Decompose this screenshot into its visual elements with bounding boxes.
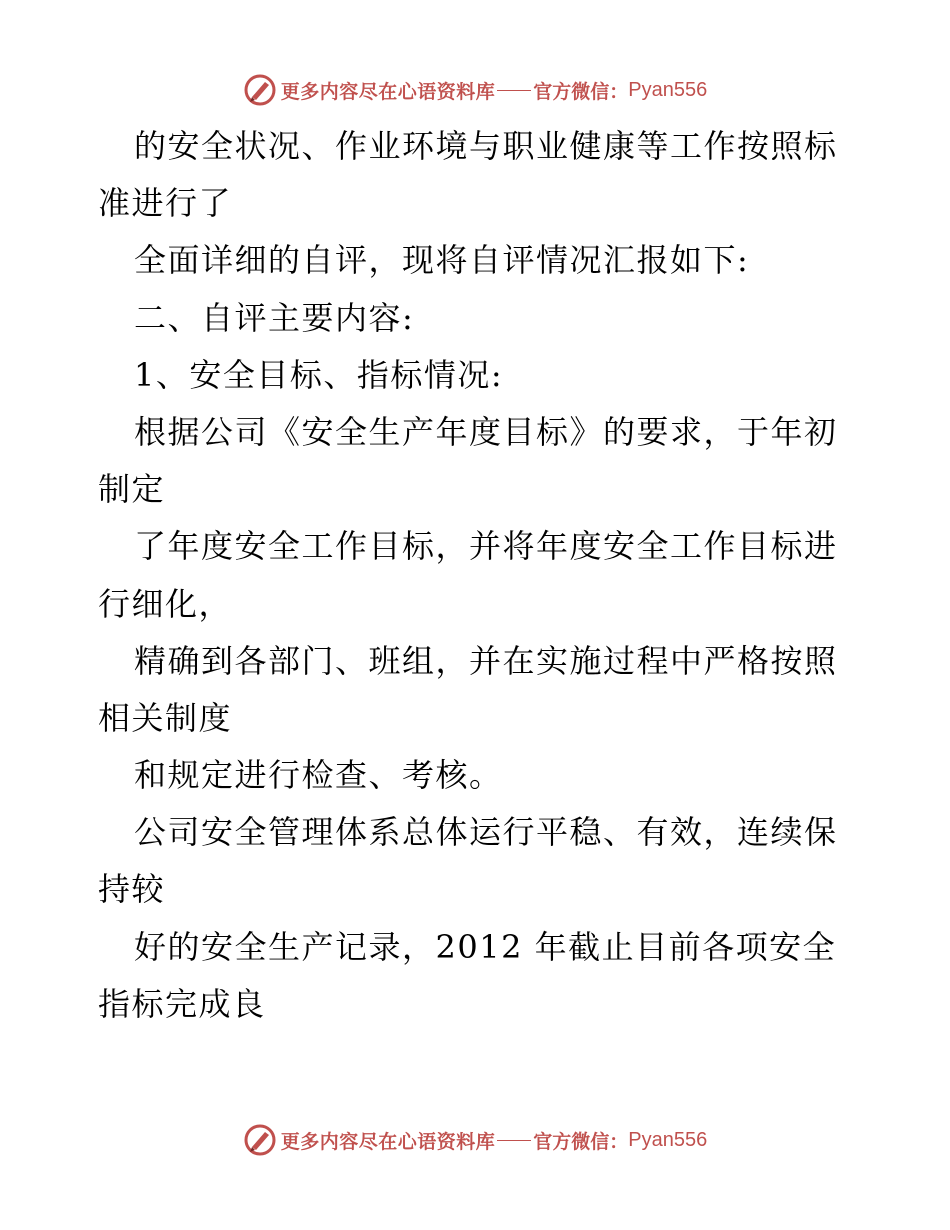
- footer-wechat-id: Pyan556: [628, 1128, 708, 1151]
- text-line: 1、安全目标、指标情况:: [134, 355, 504, 394]
- pen-logo-icon: [243, 73, 277, 107]
- header-dash: [497, 90, 531, 91]
- text-line: 持较: [98, 870, 166, 909]
- pen-logo-icon: [243, 1123, 277, 1157]
- header-wechat-id: Pyan556: [628, 78, 708, 101]
- text-line: 的安全状况、作业环境与职业健康等工作按照标: [134, 127, 838, 165]
- header-site-text: 更多内容尽在心语资料库: [280, 80, 496, 103]
- text-line: 精确到各部门、班组，并在实施过程中严格按照: [134, 641, 838, 680]
- text-line: 根据公司《安全生产年度目标》的要求，于年初: [134, 412, 838, 451]
- text-line: 公司安全管理体系总体运行平稳、有效，连续保: [134, 813, 838, 852]
- text-line: 相关制度: [98, 698, 233, 737]
- text-line: 制定: [98, 470, 166, 509]
- text-line: 好的安全生产记录，2012 年截止目前各项安全: [134, 927, 837, 966]
- header-wechat-label: 官方微信：: [533, 80, 629, 103]
- text-line: 二、自评主要内容:: [134, 298, 415, 337]
- text-line: 指标完成良: [98, 984, 266, 1023]
- text-line: 了年度安全工作目标，并将年度安全工作目标进: [134, 527, 838, 566]
- footer-wechat-label: 官方微信：: [533, 1130, 629, 1153]
- text-line: 和规定进行检查、考核。: [134, 756, 503, 795]
- footer-site-text: 更多内容尽在心语资料库: [280, 1130, 496, 1153]
- text-line: 准进行了: [98, 184, 233, 223]
- header-banner: [0, 72, 950, 108]
- footer-banner: [0, 1122, 950, 1158]
- text-line: 全面详细的自评，现将自评情况汇报如下:: [134, 241, 750, 280]
- text-line: 行细化，: [98, 584, 233, 623]
- document-body: [98, 118, 858, 1033]
- footer-dash: [497, 1140, 531, 1141]
